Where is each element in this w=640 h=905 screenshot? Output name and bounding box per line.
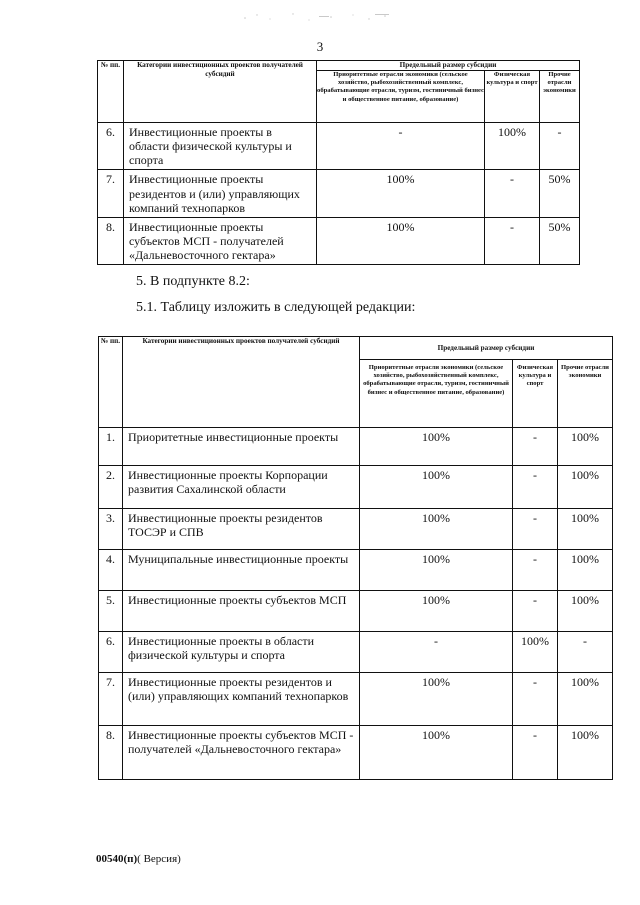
row-category: Инвестиционные проекты в области физической культуры и спорта: [123, 632, 360, 673]
row-sport: -: [513, 466, 558, 509]
row-category: Приоритетные инвестиционные проекты: [123, 428, 360, 466]
subsidy-table-new: [98, 336, 613, 780]
row-num: 8.: [99, 726, 123, 780]
row-sport: -: [485, 217, 540, 264]
header-category: Категории инвестиционных проектов получателей субсидий: [124, 61, 317, 123]
table-row: [99, 509, 613, 550]
header-limit: Предельный размер субсидии: [360, 337, 613, 360]
subsidy-table-previous: [97, 60, 580, 265]
row-sport: -: [513, 673, 558, 726]
header-category: Категории инвестиционных проектов получателей субсидий: [123, 337, 360, 428]
row-priority: 100%: [360, 550, 513, 591]
row-other: -: [558, 632, 613, 673]
footer-code: 00540(п): [96, 853, 138, 865]
paragraph-5: 5. В подпункте 8.2:: [136, 274, 250, 289]
row-num: 6.: [98, 123, 124, 170]
row-num: 2.: [99, 466, 123, 509]
row-num: 8.: [98, 217, 124, 264]
header-priority: Приоритетные отрасли экономики (сельское хозяйство, рыбохозяйственный комплекс, обрабатывающие отрасли, туризм, гостиничный бизнес и общественное питание, образование): [317, 71, 485, 123]
header-sport: Физическая культура и спорт: [513, 360, 558, 428]
paragraph-5-1: 5.1. Таблицу изложить в следующей редакции:: [136, 300, 416, 315]
table-row: [99, 632, 613, 673]
row-other: -: [540, 123, 580, 170]
header-priority: Приоритетные отрасли экономики (сельское хозяйство, рыбохозяйственный комплекс, обрабатывающие отрасли, туризм, гостиничный бизнес и общественное питание, образование): [360, 360, 513, 428]
row-category: Инвестиционные проекты резидентов ТОСЭР и СПВ: [123, 509, 360, 550]
row-category: Муниципальные инвестиционные проекты: [123, 550, 360, 591]
row-other: 100%: [558, 428, 613, 466]
row-priority: 100%: [360, 428, 513, 466]
row-sport: 100%: [513, 632, 558, 673]
row-other: 100%: [558, 550, 613, 591]
row-sport: -: [513, 509, 558, 550]
row-category: Инвестиционные проекты Корпорации развития Сахалинской области: [123, 466, 360, 509]
row-category: Инвестиционные проекты в области физической культуры и спорта: [124, 123, 317, 170]
row-num: 7.: [99, 673, 123, 726]
document-code: [96, 853, 181, 865]
row-num: 4.: [99, 550, 123, 591]
row-category: Инвестиционные проекты субъектов МСП - получателей «Дальневосточного гектара»: [123, 726, 360, 780]
row-priority: 100%: [360, 726, 513, 780]
header-other: Прочие отрасли экономики: [540, 71, 580, 123]
row-other: 50%: [540, 170, 580, 217]
table-row: [98, 217, 580, 264]
row-priority: -: [360, 632, 513, 673]
row-sport: -: [513, 591, 558, 632]
footer-version: ( Версия): [137, 853, 181, 865]
row-priority: 100%: [360, 673, 513, 726]
row-num: 7.: [98, 170, 124, 217]
row-other: 100%: [558, 726, 613, 780]
row-other: 100%: [558, 509, 613, 550]
table-row: [99, 466, 613, 509]
row-sport: -: [513, 550, 558, 591]
row-category: Инвестиционные проекты субъектов МСП - получателей «Дальневосточного гектара»: [124, 217, 317, 264]
header-sport: Физическая культура и спорт: [485, 71, 540, 123]
row-category: Инвестиционные проекты резидентов и (или) управляющих компаний технопарков: [124, 170, 317, 217]
row-sport: -: [513, 428, 558, 466]
row-category: Инвестиционные проекты резидентов и (или) управляющих компаний технопарков: [123, 673, 360, 726]
row-num: 1.: [99, 428, 123, 466]
row-sport: -: [513, 726, 558, 780]
row-priority: 100%: [360, 466, 513, 509]
table-row: [99, 550, 613, 591]
row-sport: -: [485, 170, 540, 217]
row-other: 50%: [540, 217, 580, 264]
table-row: [98, 170, 580, 217]
row-num: 6.: [99, 632, 123, 673]
row-num: 5.: [99, 591, 123, 632]
row-priority: 100%: [360, 509, 513, 550]
row-other: 100%: [558, 673, 613, 726]
row-priority: -: [317, 123, 485, 170]
table-row: [99, 428, 613, 466]
header-other: Прочие отрасли экономики: [558, 360, 613, 428]
table-row: [99, 726, 613, 780]
table-row: [98, 123, 580, 170]
row-priority: 100%: [317, 217, 485, 264]
table-row: [99, 591, 613, 632]
header-num: № пп.: [99, 337, 123, 428]
row-sport: 100%: [485, 123, 540, 170]
scan-noise: [235, 6, 405, 26]
row-category: Инвестиционные проекты субъектов МСП: [123, 591, 360, 632]
row-other: 100%: [558, 466, 613, 509]
page-number: 3: [316, 39, 324, 54]
header-limit: Предельный размер субсидии: [317, 61, 580, 71]
row-priority: 100%: [317, 170, 485, 217]
row-num: 3.: [99, 509, 123, 550]
row-priority: 100%: [360, 591, 513, 632]
header-num: № пп.: [98, 61, 124, 123]
row-other: 100%: [558, 591, 613, 632]
table-row: [99, 673, 613, 726]
